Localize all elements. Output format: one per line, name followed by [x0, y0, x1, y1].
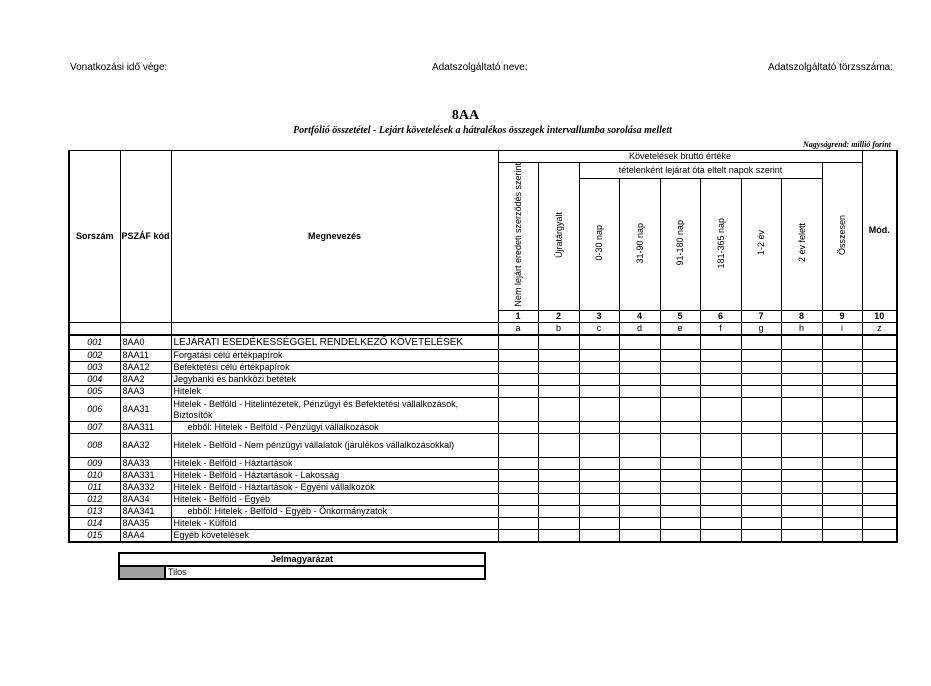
data-cell[interactable]	[660, 374, 700, 386]
data-cell[interactable]	[822, 434, 862, 458]
data-cell[interactable]	[579, 494, 619, 506]
col-header-b: Újratárgyalt	[553, 211, 564, 258]
table-row	[69, 530, 897, 543]
row-name: Hitelek - Belföld - Egyéb	[171, 494, 498, 506]
data-cell[interactable]	[781, 374, 822, 386]
data-cell[interactable]	[660, 530, 700, 543]
data-cell[interactable]	[781, 386, 822, 398]
data-cell[interactable]	[700, 506, 741, 518]
data-cell[interactable]	[741, 362, 781, 374]
col-header-subgroup: tételenként lejárat óta eltelt napok szerint	[579, 163, 822, 179]
data-cell[interactable]	[862, 422, 897, 434]
data-cell[interactable]	[862, 470, 897, 482]
data-cell[interactable]	[619, 470, 660, 482]
data-cell[interactable]	[538, 434, 579, 458]
col-number: 9	[822, 310, 862, 322]
report-subtitle: Portfólió összetétel - Lejárt követelések a hátralékos összegek intervallumba sorolása mellett	[293, 125, 672, 136]
col-letter: b	[538, 322, 579, 335]
data-cell[interactable]	[700, 482, 741, 494]
data-cell[interactable]	[579, 362, 619, 374]
data-cell[interactable]	[538, 506, 579, 518]
data-cell[interactable]	[660, 434, 700, 458]
row-number: 013	[69, 506, 120, 518]
unit-note: Nagyságrend: millió forint	[802, 140, 891, 149]
data-cell[interactable]	[538, 494, 579, 506]
data-cell[interactable]	[862, 386, 897, 398]
data-cell[interactable]	[619, 422, 660, 434]
data-cell[interactable]	[579, 506, 619, 518]
table-row	[69, 482, 897, 494]
data-cell[interactable]	[862, 518, 897, 530]
data-cell[interactable]	[538, 374, 579, 386]
data-cell[interactable]	[862, 362, 897, 374]
row-name: Hitelek - Belföld - Háztartások - Lakosság	[171, 470, 498, 482]
data-cell[interactable]	[660, 350, 700, 362]
data-cell[interactable]	[822, 386, 862, 398]
col-header-a: Nem lejárt eredeti szerződés szerint	[513, 163, 523, 307]
data-cell[interactable]	[660, 422, 700, 434]
row-number: 014	[69, 518, 120, 530]
data-cell[interactable]	[538, 335, 579, 350]
table-row	[69, 374, 897, 386]
data-cell[interactable]	[619, 458, 660, 470]
row-name: Hitelek - Belföld - Nem pénzügyi vállalatok (járulékos vállalkozásokkal)	[171, 434, 498, 458]
legend-label-forbidden: Tilos	[165, 566, 485, 579]
data-cell[interactable]	[579, 335, 619, 350]
data-cell[interactable]	[700, 422, 741, 434]
data-cell[interactable]	[660, 494, 700, 506]
data-cell[interactable]	[498, 422, 538, 434]
data-cell[interactable]	[862, 335, 897, 350]
data-cell[interactable]	[822, 506, 862, 518]
data-cell[interactable]	[619, 506, 660, 518]
data-cell[interactable]	[538, 482, 579, 494]
data-cell[interactable]	[741, 530, 781, 543]
row-number: 003	[69, 362, 120, 374]
col-number: 7	[741, 310, 781, 322]
data-cell[interactable]	[498, 458, 538, 470]
data-cell[interactable]	[862, 434, 897, 458]
data-cell[interactable]	[619, 530, 660, 543]
data-cell[interactable]	[498, 362, 538, 374]
data-cell[interactable]	[741, 350, 781, 362]
data-cell[interactable]	[700, 398, 741, 422]
col-number: 3	[579, 310, 619, 322]
data-cell[interactable]	[538, 398, 579, 422]
data-cell[interactable]	[862, 374, 897, 386]
col-letter: i	[822, 322, 862, 335]
data-cell[interactable]	[538, 518, 579, 530]
reference-period-label: Vonatkozási idő vége:	[70, 62, 168, 73]
data-cell[interactable]	[700, 518, 741, 530]
data-cell[interactable]	[660, 506, 700, 518]
col-header-i: Összesen	[837, 214, 847, 255]
data-cell[interactable]	[781, 398, 822, 422]
col-number: 4	[619, 310, 660, 322]
data-cell[interactable]	[619, 362, 660, 374]
data-cell[interactable]	[619, 350, 660, 362]
data-cell[interactable]	[538, 422, 579, 434]
row-number: 001	[69, 335, 120, 350]
data-cell[interactable]	[822, 458, 862, 470]
data-cell[interactable]	[700, 335, 741, 350]
data-cell[interactable]	[862, 458, 897, 470]
table-row	[69, 335, 897, 350]
table-row	[69, 350, 897, 362]
legend-title: Jelmagyarázat	[119, 553, 485, 566]
data-cell[interactable]	[660, 398, 700, 422]
row-number: 004	[69, 374, 120, 386]
row-number: 010	[69, 470, 120, 482]
data-cell[interactable]	[619, 398, 660, 422]
col-letter: h	[781, 322, 822, 335]
report-code: 8AA	[451, 108, 480, 123]
data-cell[interactable]	[619, 374, 660, 386]
row-code: 8AA341	[120, 506, 171, 518]
col-header-sorszam: Sorszám	[69, 151, 120, 323]
data-cell[interactable]	[619, 518, 660, 530]
row-name: LEJÁRATI ESEDÉKESSÉGGEL RENDELKEZŐ KÖVETELÉSEK	[171, 335, 498, 350]
data-cell[interactable]	[822, 335, 862, 350]
data-cell[interactable]	[862, 350, 897, 362]
data-cell[interactable]	[741, 398, 781, 422]
data-cell[interactable]	[741, 470, 781, 482]
row-number: 006	[69, 398, 120, 422]
col-header-pszaf-kod: PSZÁF kód	[120, 151, 171, 323]
data-cell[interactable]	[660, 482, 700, 494]
data-cell[interactable]	[700, 386, 741, 398]
col-header-d: 31-90 nap	[634, 222, 645, 264]
data-cell[interactable]	[579, 434, 619, 458]
row-code: 8AA2	[120, 374, 171, 386]
col-header-f: 181-365 nap	[715, 217, 726, 269]
row-name: Hitelek - Belföld - Hitelintézetek, Pénzügyi és Befektetési vállalkozások, Biztosítók	[171, 398, 498, 422]
data-cell[interactable]	[741, 482, 781, 494]
row-name: ebből: Hitelek - Belföld - Egyéb - Önkormányzatok	[171, 506, 498, 518]
col-letter: e	[660, 322, 700, 335]
data-cell[interactable]	[781, 518, 822, 530]
data-cell[interactable]	[822, 494, 862, 506]
data-cell[interactable]	[822, 398, 862, 422]
data-cell[interactable]	[660, 335, 700, 350]
data-cell[interactable]	[579, 482, 619, 494]
table-row	[69, 386, 897, 398]
data-cell[interactable]	[822, 362, 862, 374]
data-cell[interactable]	[579, 374, 619, 386]
data-cell[interactable]	[498, 434, 538, 458]
data-cell[interactable]	[660, 518, 700, 530]
table-row	[69, 458, 897, 470]
table-row	[69, 422, 897, 434]
table-row	[69, 470, 897, 482]
data-cell[interactable]	[741, 422, 781, 434]
row-code: 8AA331	[120, 470, 171, 482]
data-cell[interactable]	[538, 530, 579, 543]
data-cell[interactable]	[498, 398, 538, 422]
row-number: 009	[69, 458, 120, 470]
report-table	[68, 150, 898, 543]
row-code: 8AA332	[120, 482, 171, 494]
data-cell[interactable]	[822, 470, 862, 482]
data-cell[interactable]	[538, 458, 579, 470]
row-code: 8AA34	[120, 494, 171, 506]
data-cell[interactable]	[822, 530, 862, 543]
row-code: 8AA32	[120, 434, 171, 458]
data-cell[interactable]	[781, 458, 822, 470]
row-name: Hitelek - Belföld - Háztartások - Egyéni vállalkozók	[171, 482, 498, 494]
provider-name-label: Adatszolgáltató neve:	[432, 62, 528, 73]
data-cell[interactable]	[498, 518, 538, 530]
data-cell[interactable]	[700, 470, 741, 482]
data-cell[interactable]	[498, 494, 538, 506]
row-code: 8AA12	[120, 362, 171, 374]
data-cell[interactable]	[700, 374, 741, 386]
row-number: 007	[69, 422, 120, 434]
data-cell[interactable]	[862, 482, 897, 494]
col-letter: a	[498, 322, 538, 335]
data-cell[interactable]	[862, 506, 897, 518]
data-cell[interactable]	[498, 470, 538, 482]
data-cell[interactable]	[498, 350, 538, 362]
row-code: 8AA31	[120, 398, 171, 422]
data-cell[interactable]	[700, 530, 741, 543]
row-code: 8AA4	[120, 530, 171, 543]
col-letter: g	[741, 322, 781, 335]
data-cell[interactable]	[781, 350, 822, 362]
row-number: 008	[69, 434, 120, 458]
data-cell[interactable]	[498, 335, 538, 350]
table-row	[69, 362, 897, 374]
data-cell[interactable]	[741, 494, 781, 506]
data-cell[interactable]	[781, 470, 822, 482]
row-number: 012	[69, 494, 120, 506]
data-cell[interactable]	[862, 494, 897, 506]
data-cell[interactable]	[538, 386, 579, 398]
data-cell[interactable]	[498, 530, 538, 543]
data-cell[interactable]	[498, 506, 538, 518]
row-name: Hitelek - Külföld	[171, 518, 498, 530]
data-cell[interactable]	[822, 422, 862, 434]
data-cell[interactable]	[862, 398, 897, 422]
data-cell[interactable]	[822, 518, 862, 530]
col-header-mod: Mód.	[862, 151, 897, 311]
data-cell[interactable]	[660, 470, 700, 482]
data-cell[interactable]	[498, 386, 538, 398]
col-letter: f	[700, 322, 741, 335]
legend-swatch-forbidden	[119, 566, 165, 579]
col-header-e: 91-180 nap	[675, 220, 685, 266]
col-number: 1	[498, 310, 538, 322]
data-cell[interactable]	[781, 506, 822, 518]
row-code: 8AA35	[120, 518, 171, 530]
data-cell[interactable]	[822, 350, 862, 362]
table-row	[69, 518, 897, 530]
data-cell[interactable]	[781, 362, 822, 374]
row-code: 8AA0	[120, 335, 171, 350]
col-header-c: 0-30 nap	[594, 225, 604, 261]
data-cell[interactable]	[700, 350, 741, 362]
data-cell[interactable]	[741, 374, 781, 386]
data-cell[interactable]	[579, 386, 619, 398]
col-number: 6	[700, 310, 741, 322]
data-cell[interactable]	[700, 434, 741, 458]
col-header-g: 1-2 év	[756, 230, 766, 256]
col-letter: c	[579, 322, 619, 335]
data-cell[interactable]	[700, 458, 741, 470]
data-cell[interactable]	[781, 494, 822, 506]
data-cell[interactable]	[538, 350, 579, 362]
row-name: Befektetési célú értékpapírok	[171, 362, 498, 374]
col-header-megnevezes: Megnevezés	[171, 151, 498, 323]
col-number: 10	[862, 310, 897, 322]
data-cell[interactable]	[822, 482, 862, 494]
row-name: Jegybanki és bankközi betétek	[171, 374, 498, 386]
col-letter: z	[862, 322, 897, 335]
data-cell[interactable]	[579, 458, 619, 470]
col-number: 2	[538, 310, 579, 322]
data-cell[interactable]	[619, 434, 660, 458]
data-cell[interactable]	[781, 530, 822, 543]
row-number: 015	[69, 530, 120, 543]
data-cell[interactable]	[660, 362, 700, 374]
row-name: Forgatási célú értékpapírok	[171, 350, 498, 362]
provider-id-label: Adatszolgáltató törzsszáma:	[767, 62, 893, 73]
data-cell[interactable]	[579, 422, 619, 434]
data-cell[interactable]	[579, 398, 619, 422]
data-cell[interactable]	[781, 434, 822, 458]
row-code: 8AA11	[120, 350, 171, 362]
table-row	[69, 398, 897, 422]
data-cell[interactable]	[741, 386, 781, 398]
row-code: 8AA33	[120, 458, 171, 470]
row-code: 8AA311	[120, 422, 171, 434]
data-cell[interactable]	[741, 434, 781, 458]
data-cell[interactable]	[862, 530, 897, 543]
row-number: 002	[69, 350, 120, 362]
row-name: Hitelek - Belföld - Háztartások	[171, 458, 498, 470]
col-letter: d	[619, 322, 660, 335]
data-cell[interactable]	[741, 518, 781, 530]
table-row	[69, 434, 897, 458]
col-number: 5	[660, 310, 700, 322]
data-cell[interactable]	[781, 335, 822, 350]
data-cell[interactable]	[741, 335, 781, 350]
row-number: 005	[69, 386, 120, 398]
data-cell[interactable]	[579, 470, 619, 482]
data-cell[interactable]	[741, 506, 781, 518]
data-cell[interactable]	[700, 494, 741, 506]
data-cell[interactable]	[579, 518, 619, 530]
col-number: 8	[781, 310, 822, 322]
data-cell[interactable]	[538, 362, 579, 374]
data-cell[interactable]	[700, 362, 741, 374]
data-cell[interactable]	[741, 458, 781, 470]
data-cell[interactable]	[498, 482, 538, 494]
data-cell[interactable]	[538, 470, 579, 482]
table-row	[69, 494, 897, 506]
data-cell[interactable]	[781, 482, 822, 494]
row-code: 8AA3	[120, 386, 171, 398]
data-cell[interactable]	[781, 422, 822, 434]
data-cell[interactable]	[498, 374, 538, 386]
row-name: Hitelek	[171, 386, 498, 398]
data-cell[interactable]	[619, 494, 660, 506]
col-header-group: Követelések bruttó értéke	[498, 151, 862, 163]
row-number: 011	[69, 482, 120, 494]
legend-table	[118, 552, 486, 580]
data-cell[interactable]	[660, 458, 700, 470]
data-cell[interactable]	[579, 350, 619, 362]
data-cell[interactable]	[619, 386, 660, 398]
col-header-h: 2 év felett	[796, 223, 807, 263]
data-cell[interactable]	[619, 482, 660, 494]
row-name: ebből: Hitelek - Belföld - Pénzügyi vállalkozások	[171, 422, 498, 434]
data-cell[interactable]	[660, 386, 700, 398]
data-cell[interactable]	[619, 335, 660, 350]
table-row	[69, 506, 897, 518]
row-name: Egyéb követelések	[171, 530, 498, 543]
data-cell[interactable]	[579, 530, 619, 543]
data-cell[interactable]	[822, 374, 862, 386]
